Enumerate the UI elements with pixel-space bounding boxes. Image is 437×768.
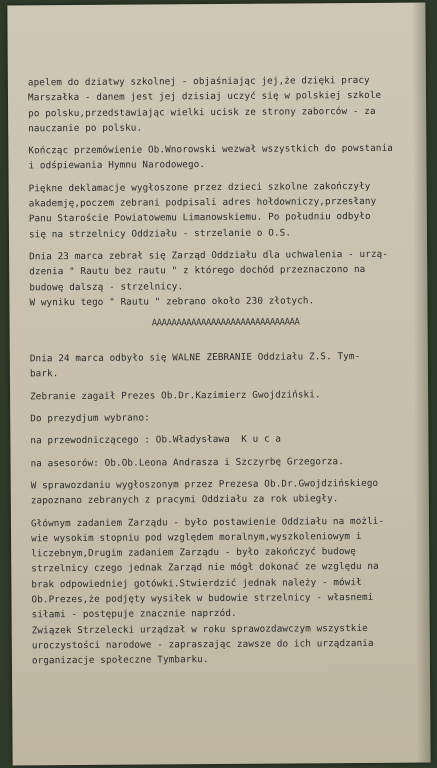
paper-sheet (7, 3, 430, 766)
text-line: Marszałka - danem jest jej dzisiaj uczyć się w polskiej szkole (27, 90, 382, 104)
text-line: się na strzelnicy Oddziału - strzelanie o O.S. (28, 227, 292, 240)
text-line: dzenia " Rautu bez rautu " z którego dochód przeznaczono na (29, 264, 366, 278)
text-line: Głównym zadaniem Zarządu - było postawienie Oddziału na możli- (30, 515, 385, 529)
text-line: wie wysokim stopniu pod względem moralnym,wyszkoleniowym i (31, 530, 362, 545)
text-line: Zebranie zagaił Prezes Ob.Dr.Kazimierz Gwojdziński. (30, 389, 321, 403)
text-line: na przewodniczącego : Ob.Władysława K u c a (30, 433, 282, 447)
text-line: bark. (29, 368, 59, 380)
text-line: uroczystości narodowe - zapraszając zawsze do ich urządzania (31, 637, 374, 652)
text-line: po polsku,przedstawiając wielki ucisk ze strony zaborców - za (28, 105, 376, 119)
text-line: apelem do dziatwy szkolnej - objaśniając jej,że dzięki pracy (27, 74, 370, 89)
text-line: liczebnym,Drugim zadaniem Zarządu - było zakończyć budowę (31, 546, 356, 560)
text-line: budowę dalszą - strzelnicy. (29, 280, 184, 293)
text-line: brak odpowiedniej gotówki.Stwierdzić jednak należy - mówił (31, 576, 362, 591)
typewritten-text (28, 73, 424, 669)
text-line: nauczanie po polsku. (28, 122, 143, 135)
text-line: Panu Staroście Powiatowemu Limanowskiemu. Po południu odbyło (28, 211, 371, 225)
text-line: Dnia 23 marca zebrał się Zarząd Oddziału dla uchwalenia - urzą- (29, 248, 389, 263)
text-line: zapoznano zebranych z pracymi Oddziału za rok ubiegły. (30, 493, 339, 507)
text-line: Do prezydjum wybrano: (30, 412, 150, 425)
text-line: Dnia 24 marca odbyło się WALNE ZEBRANIE Oddziału Z.S. Tym- (29, 351, 361, 365)
text-line: na asesorów: Ob.Ob.Leona Andrasza i Szczyrbę Grzegorza. (30, 455, 344, 469)
text-line: Ob.Prezes,że podjęty wysiłek w budowie strzelnicy - własnemi (31, 591, 374, 606)
text-line: organizacje społeczne Tymbarku. (31, 654, 209, 667)
text-line: Związek Strzelecki urządzał w roku sprawozdawczym wszystkie (31, 622, 368, 636)
text-line: Kończąc przemówienie Ob.Wnorowski wezwał wszystkich do powstania (28, 142, 394, 157)
section-divider: AAAAAAAAAAAAAAAAAAAAAAAAAAAAAA (151, 317, 300, 329)
text-line: i odśpiewania Hymnu Narodowego. (28, 159, 206, 172)
text-line: W sprawozdaniu wygłoszonym przez Prezesa Ob.Dr.Gwojdzińskiego (30, 477, 379, 492)
text-line: strzelnicy czego jednak Zarząd nie mógł dokonać ze względu na (31, 561, 379, 575)
text-line: akademję,poczem zebrani podpisali adres hołdowniczy,przesłany (28, 195, 377, 210)
text-line: W wyniku tego " Rautu " zebrano około 230 złotych. (29, 295, 315, 309)
text-line: siłami - postępuje znacznie naprzód. (31, 608, 237, 621)
text-line: Piękne deklamacje wygłoszone przez dzieci szkolne zakończyły (28, 180, 371, 195)
